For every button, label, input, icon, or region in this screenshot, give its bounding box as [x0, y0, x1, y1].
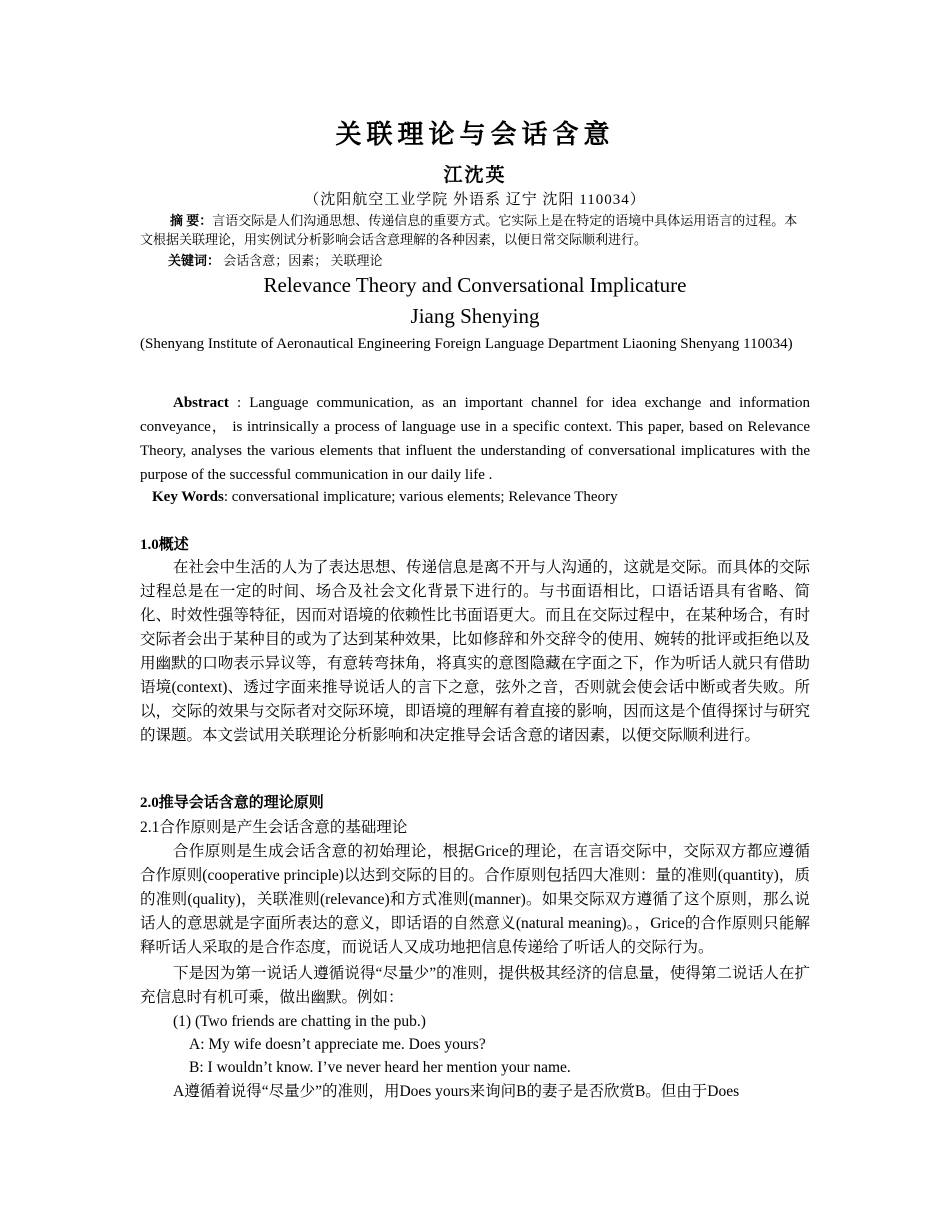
- author-name-cn: 江沈英: [443, 165, 507, 186]
- example-1-intro: (1) (Two friends are chatting in the pub.): [173, 1013, 426, 1030]
- abstract-en-label: Abstract: [173, 395, 229, 411]
- keywords-cn: [168, 251, 808, 270]
- paper-title-cn: 关联理论与会话含意: [335, 120, 615, 149]
- section-1-paragraph: 在社会中生活的人为了表达思想、传递信息是离不开与人沟通的，这就是交际。而具体的交际过程总是在一定的时间、场合及社会文化背景下进行的。与书面语相比，口语话语具有省略、简化、时效性强等特征，因而对语境的依赖性比书面语更大。而且在交际过程中，在某种场合，有时交际者会出于某种目的或为了达到某种效果，比如修辞和外交辞令的使用、婉转的批评或拒绝以及用幽默的口吻表示异议等，有意转弯抹角，将真实的意图隐藏在字面之下，作为听话人就只有借助语境(context)、透过字面来推导说话人的言下之意，弦外之音，否则就会使会话中断或者失败。所以，交际的效果与交际者对交际环境，即语境的理解有着直接的影响，因而这是个值得探讨与研究的课题。本文尝试用关联理论分析影响和决定推导会话含意的诸因素，以便交际顺利进行。: [140, 559, 810, 744]
- section-2-paragraph-3: A遵循着说得“尽量少”的准则，用Does yours来询问B的妻子是否欣赏B。但由于Does: [173, 1083, 740, 1100]
- author-name-en: Jiang Shenying: [410, 304, 540, 328]
- paper-title-en: Relevance Theory and Conversational Implicature: [263, 273, 687, 297]
- keywords-en-text: : conversational implicature; various elements; Relevance Theory: [223, 489, 618, 505]
- section-2-1-subheading: 2.1合作原则是产生会话含意的基础理论: [140, 819, 408, 836]
- abstract-cn-label: 摘 要：: [170, 213, 213, 228]
- affiliation-cn: （沈阳航空工业学院 外语系 辽宁 沈阳 110034）: [304, 192, 646, 208]
- example-1-speaker-a: A: My wife doesn’t appreciate me. Does yours?: [189, 1036, 486, 1053]
- section-2-paragraph-2: 下是因为第一说话人遵循说得“尽量少”的准则，提供极其经济的信息量，使得第二说话人在扩充信息时有机可乘，做出幽默。例如：: [140, 965, 810, 1006]
- section-2-heading: 2.0推导会话含意的理论原则: [140, 795, 324, 811]
- keywords-en-label: Key Words: [152, 489, 224, 505]
- section-1-heading: 1.0概述: [140, 537, 189, 553]
- section-2-paragraph-1: 合作原则是生成会话含意的初始理论，根据Grice的理论，在言语交际中，交际双方都应遵循合作原则(cooperative principle)以达到交际的目的。合作原则包括四大准则：量的准则(quantity)，质的准则(quality)，关联准则(relevance)和方式准则(manner)。如果交际双方遵循了这个原则，那么说话人的意思就是字面所表达的意义，即话语的自然意义(natural meaning)。，Grice的合作原则只能解释听话人采取的是合作态度，而说话人又成功地把信息传递给了听话人的交际行为。: [140, 843, 810, 956]
- example-1-speaker-b: B: I wouldn’t know. I’ve never heard her mention your name.: [189, 1059, 571, 1076]
- keywords-cn-text: 会话含意；因素； 关联理论: [220, 253, 383, 268]
- abstract-en-text: : Language communication, as an important channel for idea exchange and information conveyance， is intrinsically a process of language use in a specific context. This paper, based on Relevance Theory, analyses the various elements that influent the understanding of conversational implicatures with the purpose of the successful communication in our daily life .: [140, 395, 810, 483]
- abstract-en: [140, 391, 810, 487]
- affiliation-en: (Shenyang Institute of Aeronautical Engineering Foreign Language Department Liaoning Shenyang 110034): [140, 336, 793, 352]
- abstract-cn: [140, 211, 810, 249]
- abstract-cn-text: 言语交际是人们沟通思想、传递信息的重要方式。它实际上是在特定的语境中具体运用语言的过程。本文根据关联理论，用实例试分析影响会话含意理解的各种因素，以便日常交际顺利进行。: [140, 213, 798, 247]
- keywords-cn-label: 关键词：: [168, 253, 221, 268]
- keywords-en: [152, 486, 812, 508]
